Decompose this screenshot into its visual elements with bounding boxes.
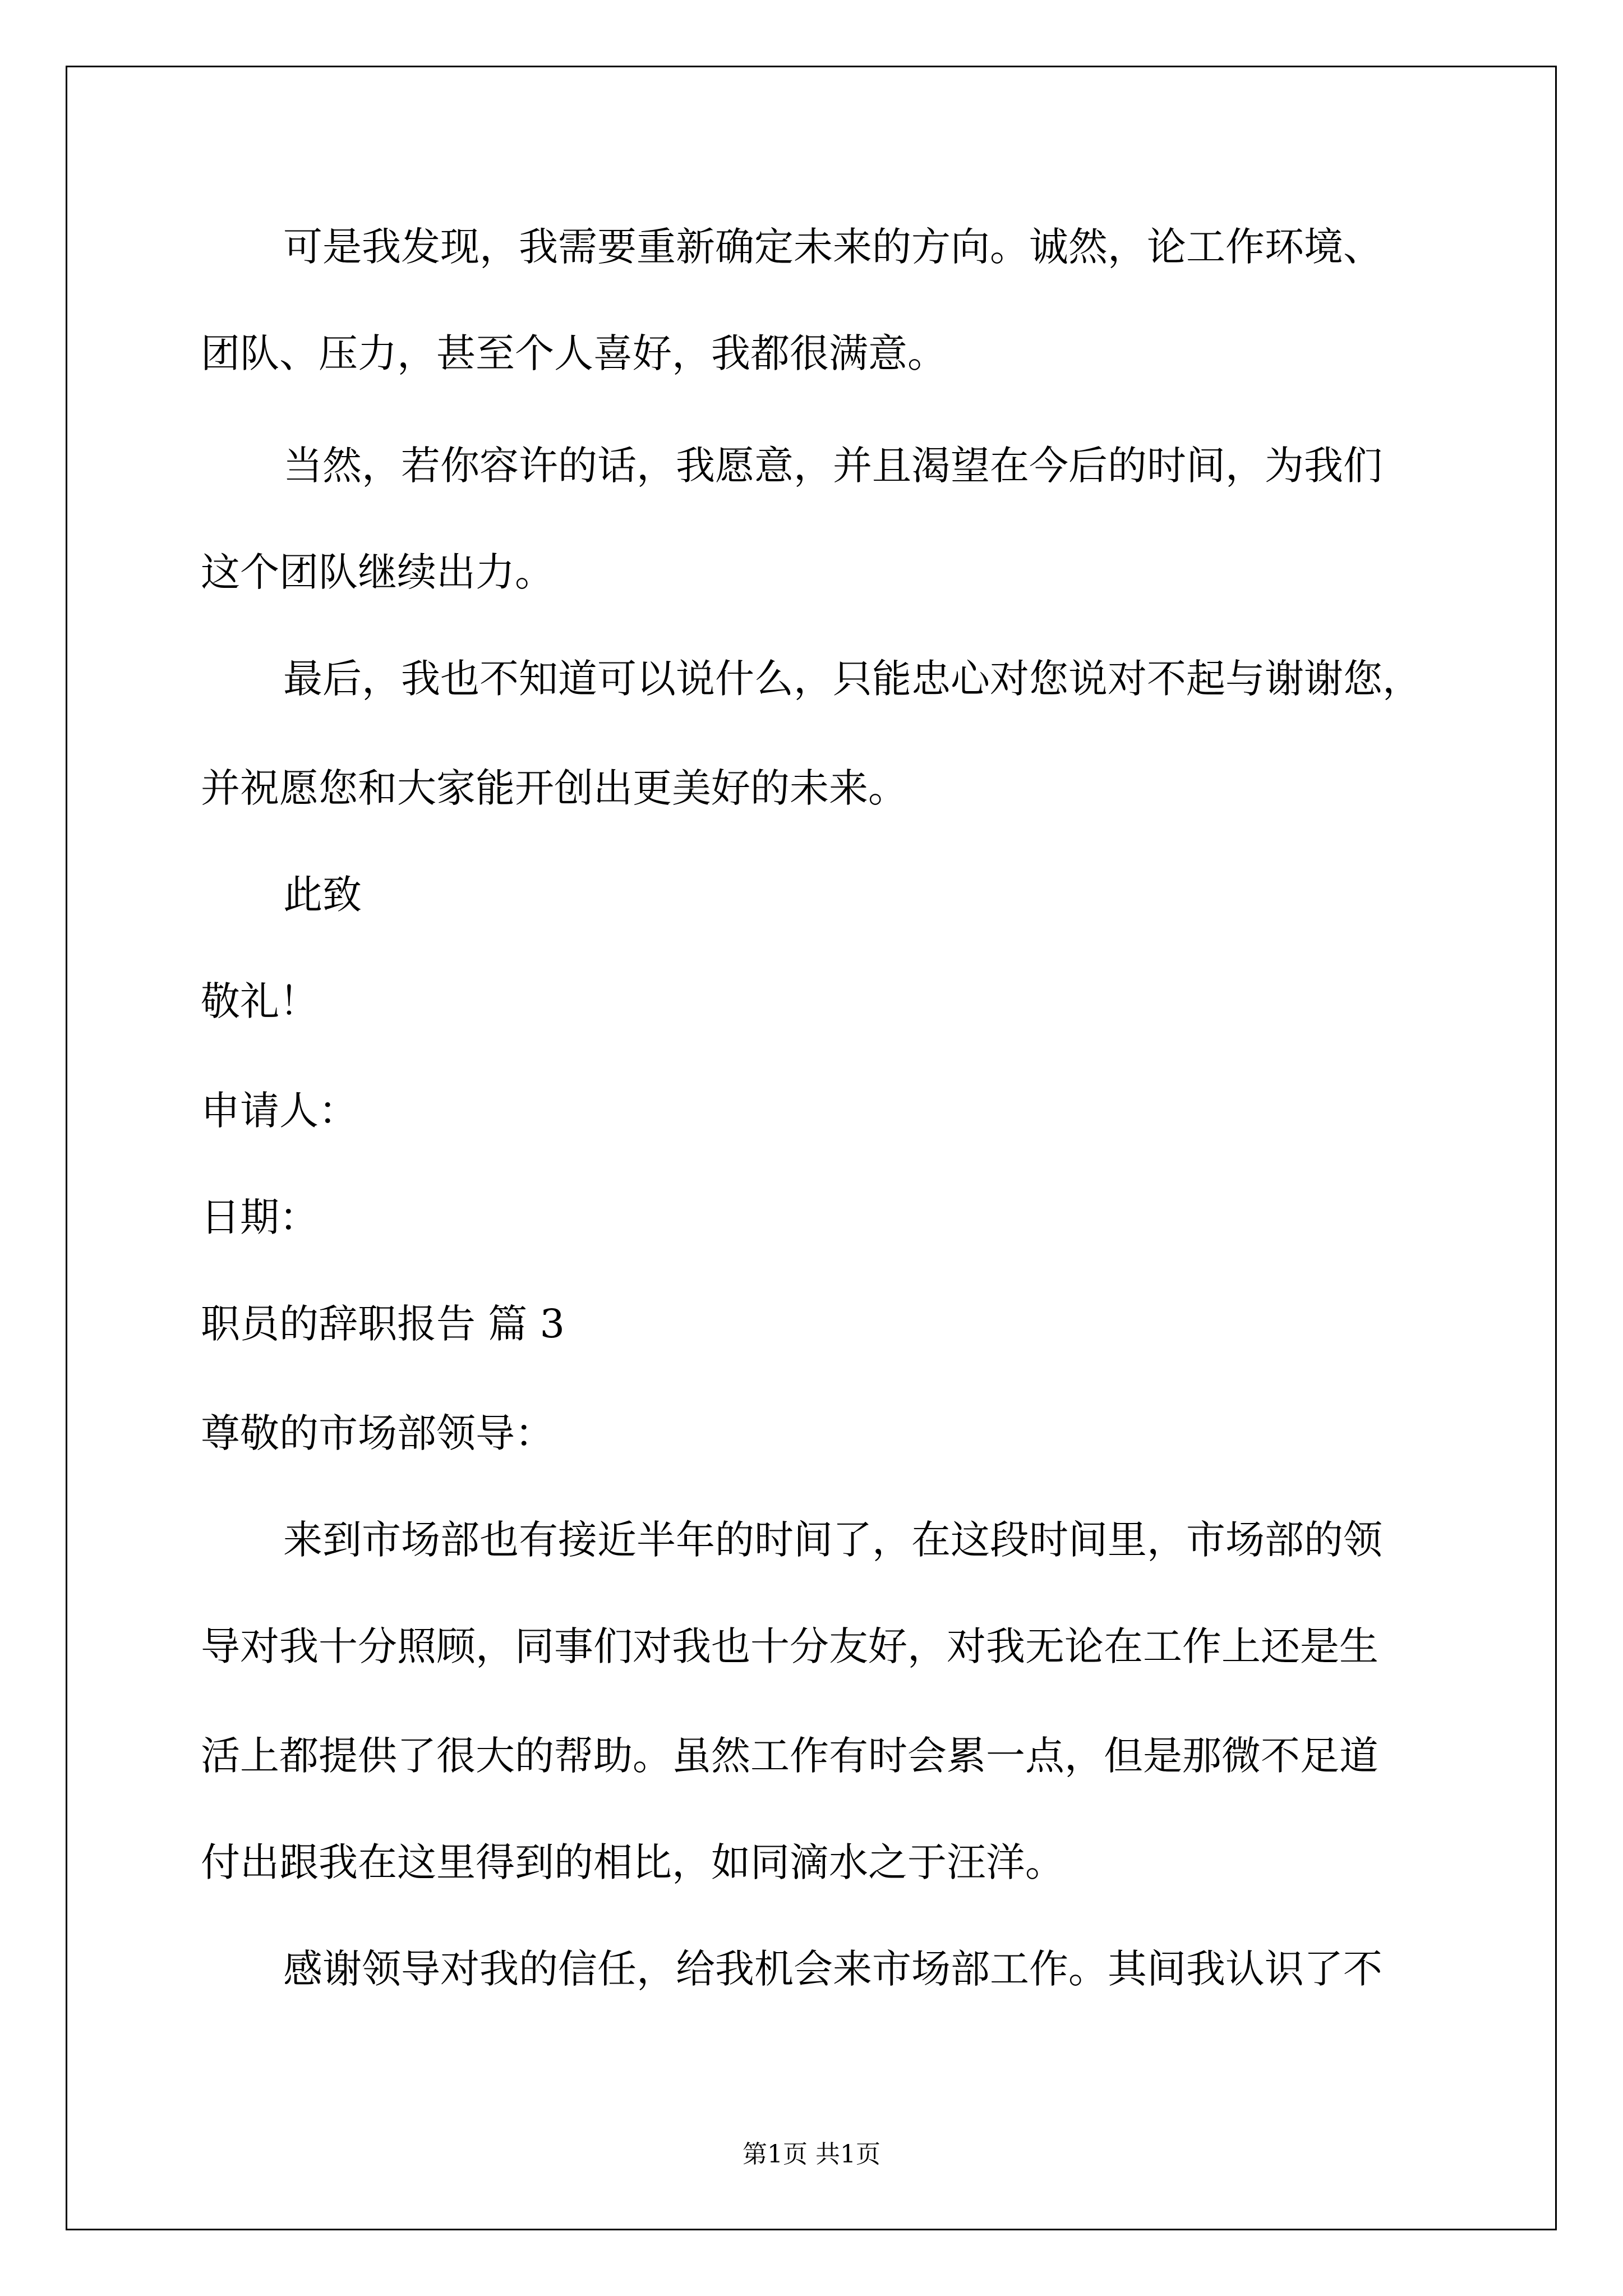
letter-greeting: 尊敬的市场部领导： bbox=[201, 1410, 554, 1456]
paragraph-line: 付出跟我在这里得到的相比，如同滴水之于汪洋。 bbox=[201, 1839, 1064, 1885]
paragraph-line: 可是我发现，我需要重新确定未来的方向。诚然，论工作环境、 bbox=[283, 224, 1382, 270]
paragraph-line: 最后，我也不知道可以说什么，只能忠心对您说对不起与谢谢您， bbox=[283, 656, 1422, 702]
page-border bbox=[66, 66, 1557, 2230]
paragraph-line: 并祝愿您和大家能开创出更美好的未来。 bbox=[201, 765, 907, 811]
paragraph-line: 当然，若你容许的话，我愿意，并且渴望在今后的时间，为我们 bbox=[283, 443, 1382, 489]
date-label: 日期： bbox=[201, 1194, 319, 1240]
closing-salutation: 此致 bbox=[283, 872, 362, 918]
paragraph-line: 感谢领导对我的信任，给我机会来市场部工作。其间我认识了不 bbox=[283, 1946, 1382, 1992]
section-title: 职员的辞职报告 篇 3 bbox=[201, 1301, 565, 1347]
paragraph-line: 来到市场部也有接近半年的时间了，在这段时间里，市场部的领 bbox=[283, 1517, 1382, 1563]
page-number-footer: 第1页 共1页 bbox=[743, 2140, 880, 2169]
paragraph-line: 导对我十分照顾，同事们对我也十分友好，对我无论在工作上还是生 bbox=[201, 1623, 1378, 1669]
closing-regards: 敬礼！ bbox=[201, 978, 319, 1024]
applicant-label: 申请人： bbox=[201, 1088, 358, 1134]
paragraph-line: 团队、压力，甚至个人喜好，我都很满意。 bbox=[201, 330, 947, 376]
paragraph-line: 这个团队继续出力。 bbox=[201, 549, 554, 595]
paragraph-line: 活上都提供了很大的帮助。虽然工作有时会累一点，但是那微不足道 bbox=[201, 1733, 1378, 1779]
